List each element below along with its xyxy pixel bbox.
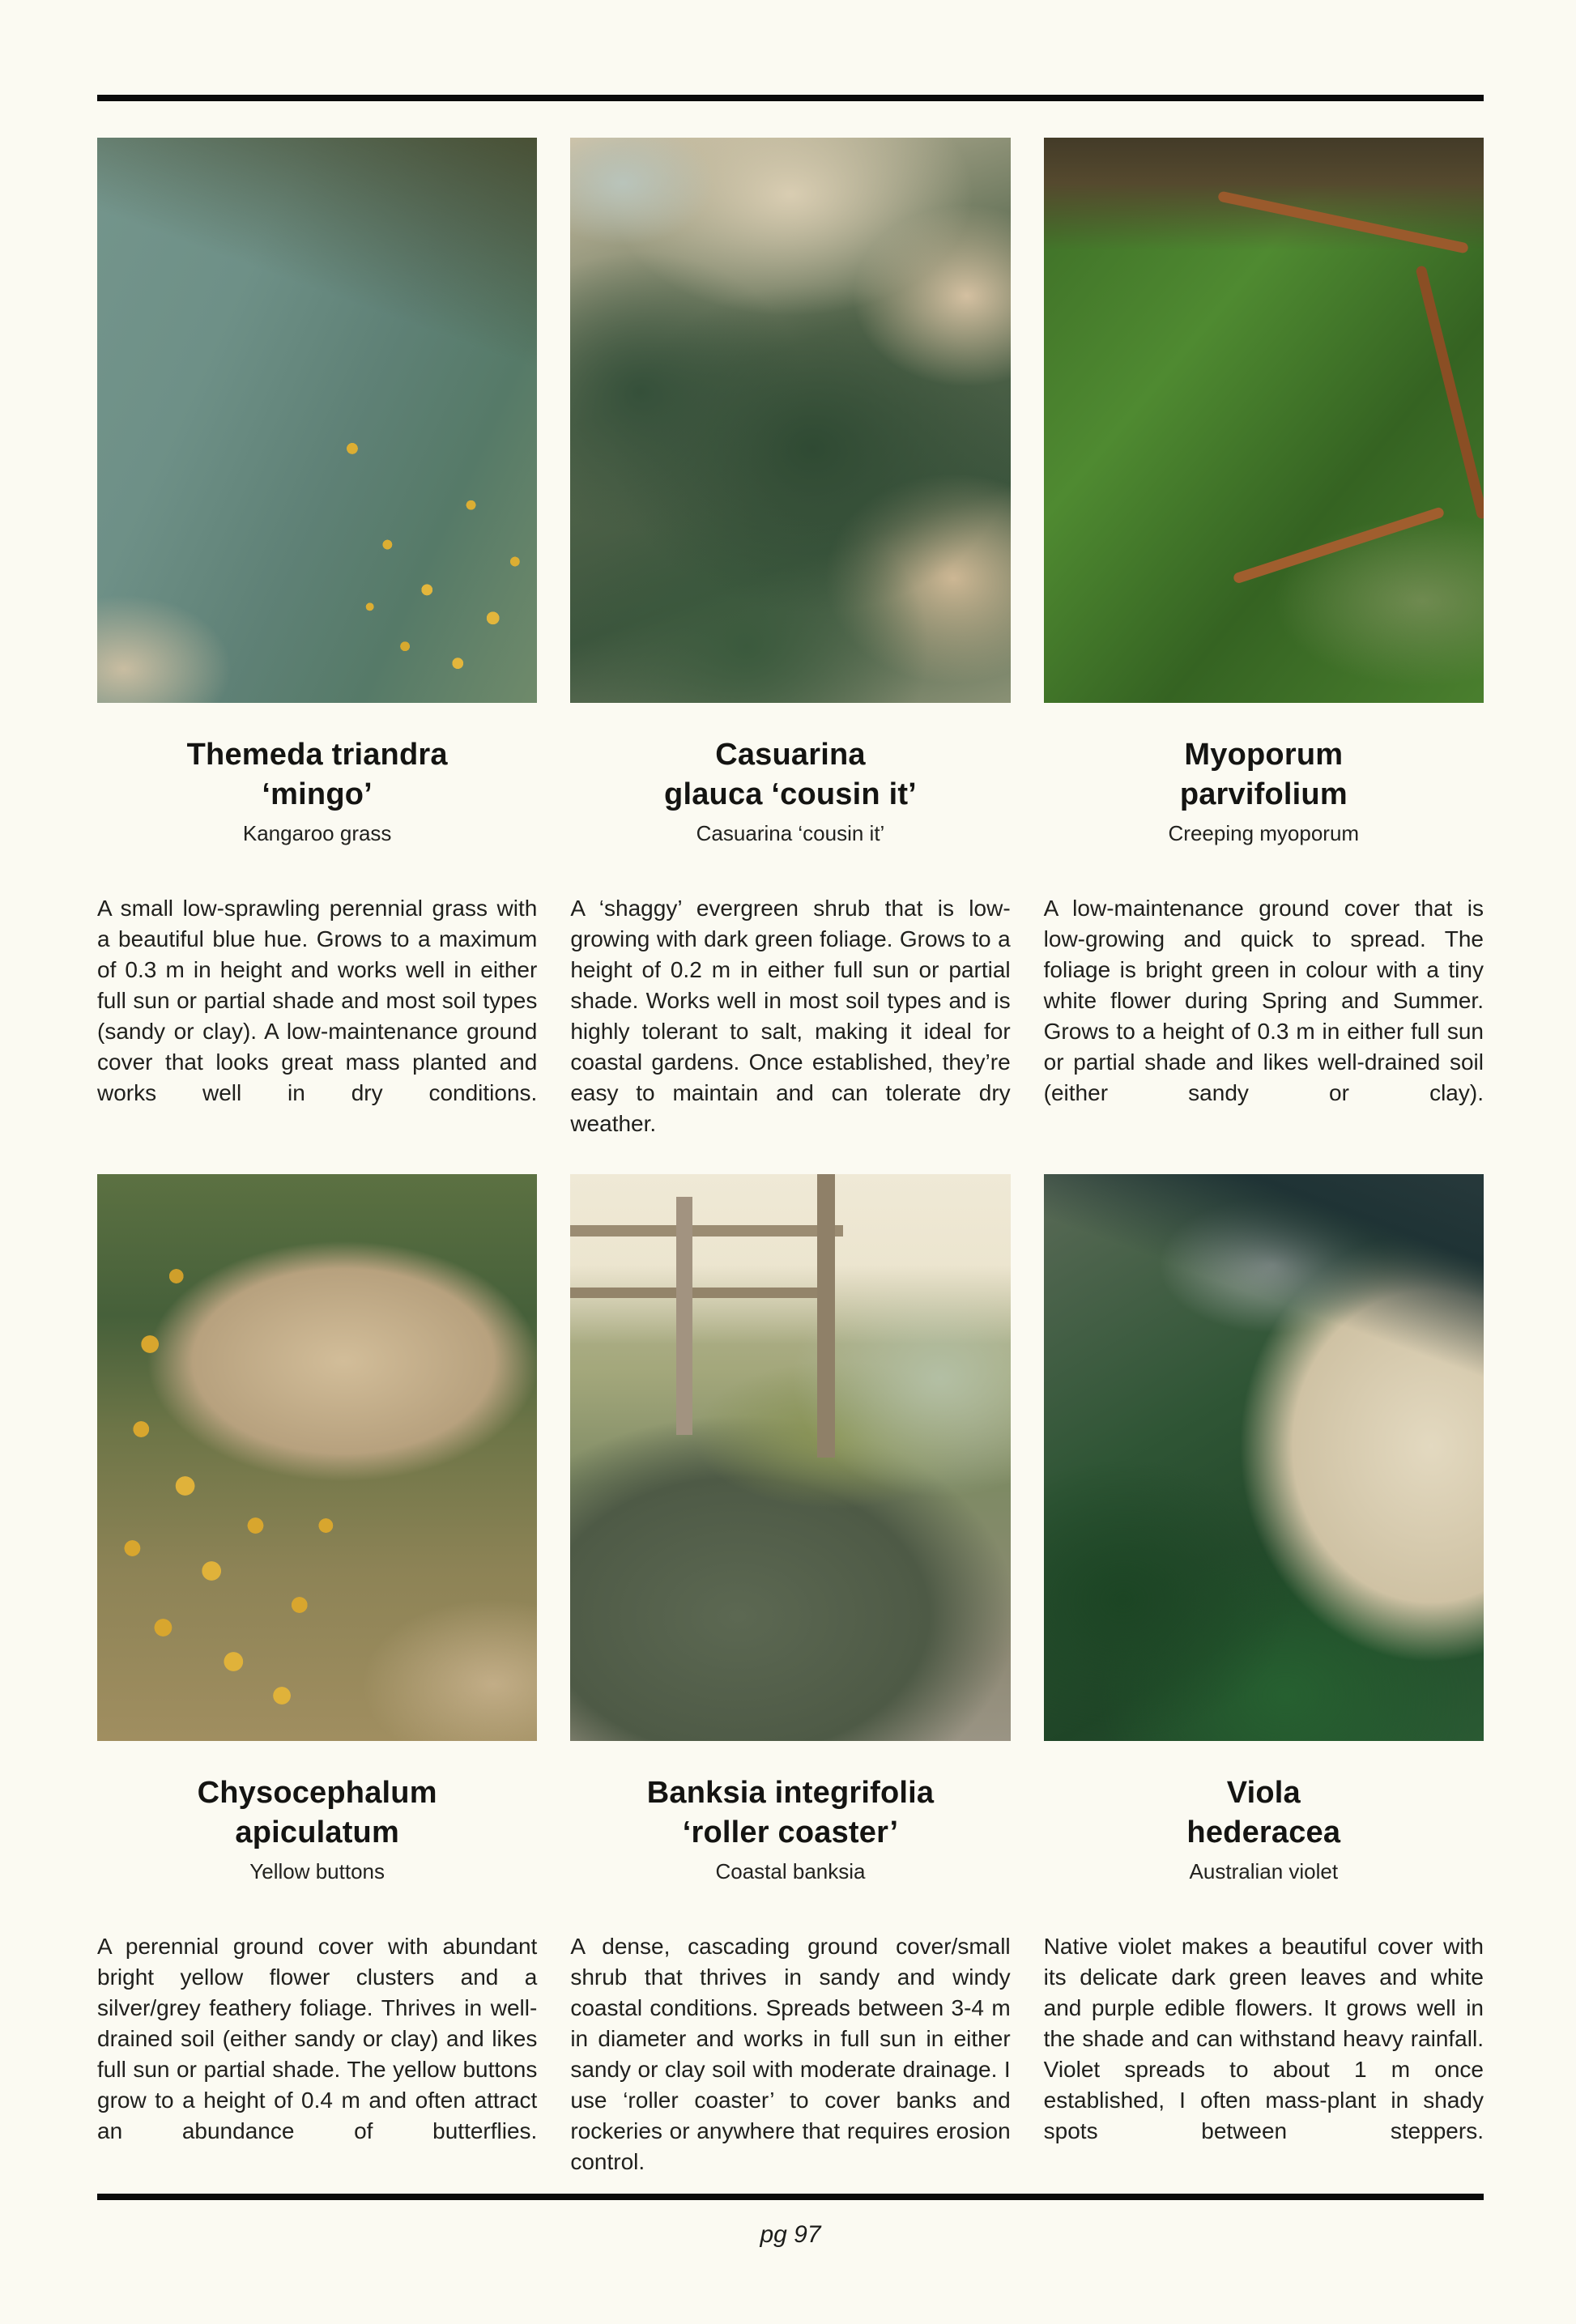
plant-title-line1: Banksia integrifolia (646, 1776, 935, 1810)
plant-entry-banksia (570, 1174, 1010, 2177)
fence-rail-shape (570, 1288, 834, 1298)
plant-title-line2: parvifolium (1179, 777, 1348, 811)
plant-entry-viola (1044, 1174, 1484, 2177)
plant-common-name: Kangaroo grass (242, 821, 392, 845)
fence-post-shape (676, 1197, 692, 1435)
rusty-plough-bar-shape (1217, 190, 1469, 253)
plant-title-line1: Chysocephalum (197, 1776, 437, 1810)
plant-photo-banksia-garden-fence (570, 1174, 1010, 1741)
plant-description: A ‘shaggy’ evergreen shrub that is low-growing with dark green foliage. Grows to a height of 0.2 m in either full sun or partial shade. Works well in most soil types and is highly tolerant to salt, making it ideal for coastal gardens. Once established, they’re easy to maintain and can tolerate dry weather. (570, 896, 1011, 1136)
plant-description: Native violet makes a beautiful cover with its delicate dark green leaves and white and purple edible flowers. It grows well in the shade and can withstand heavy rainfall. Violet spreads to about 1 m once established, I often mass-plant in shady spots between steppers. (1043, 1934, 1484, 2143)
plant-entry-casuarina (570, 138, 1010, 1174)
plant-common-name: Creeping myoporum (1168, 821, 1360, 845)
plant-common-name: Australian violet (1189, 1859, 1339, 1883)
plant-entry-chysocephalum (97, 1174, 537, 2177)
plant-common-name: Coastal banksia (715, 1859, 866, 1883)
plant-description: A perennial ground cover with abundant bright yellow flower clusters and a silver/grey feathery foliage. Thrives in well-drained soil (either sandy or clay) and likes full sun or partial shade. The yellow buttons grow to a height of 0.4 m and often attract an abundance of butterflies. (97, 1934, 538, 2143)
plant-title (570, 1773, 1010, 1853)
plant-photo-myoporum-groundcover (1044, 138, 1484, 703)
rusty-plough-bar-shape (1233, 506, 1445, 584)
plant-title-line1: Viola (1226, 1776, 1301, 1810)
plant-description: A dense, cascading ground cover/small shrub that thrives in sandy and windy coastal conditions. Spreads between 3-4 m in diameter and works in full sun in either sandy or clay soil with moderate drainage. I use ‘roller coaster’ to cover banks and rockeries or anywhere that requires erosion control. (570, 1934, 1011, 2174)
plant-common-name: Casuarina ‘cousin it’ (696, 821, 885, 845)
bottom-rule (97, 2194, 1484, 2200)
plant-entry-myoporum (1044, 138, 1484, 1174)
plant-title-line2: apiculatum (235, 1815, 399, 1849)
plant-photo-themeda-blue-grass (97, 138, 537, 703)
plant-description: A low-maintenance ground cover that is low-growing and quick to spread. The foliage is bright green in colour with a tiny white flower during Spring and Summer. Grows to a height of 0.3 m in either full sun or partial shade and likes well-drained soil (either sandy or clay). (1043, 896, 1484, 1105)
plant-title (570, 735, 1010, 815)
plant-title-line2: glauca ‘cousin it’ (664, 777, 917, 811)
plant-title-line1: Myoporum (1184, 738, 1344, 772)
plant-title-line2: ‘mingo’ (262, 777, 373, 811)
rusty-plough-bar-shape (1416, 265, 1484, 520)
plant-title (97, 735, 537, 815)
plant-title-line1: Casuarina (715, 738, 866, 772)
magazine-page (97, 95, 1484, 2249)
fence-rail-shape (570, 1225, 843, 1236)
plant-photo-yellow-buttons-rocks (97, 1174, 537, 1741)
top-rule (97, 95, 1484, 101)
plant-title-line2: ‘roller coaster’ (682, 1815, 899, 1849)
fence-post-shape (817, 1174, 835, 1458)
plant-photo-casuarina-mounds (570, 138, 1010, 703)
plant-entry-themeda (97, 138, 537, 1174)
plant-common-name: Yellow buttons (249, 1859, 385, 1883)
plant-photo-viola-boulder (1044, 1174, 1484, 1741)
plant-title (97, 1773, 537, 1853)
plant-grid (97, 138, 1484, 2177)
plant-title (1044, 1773, 1484, 1853)
plant-title (1044, 735, 1484, 815)
plant-title-line1: Themeda triandra (186, 738, 448, 772)
plant-title-line2: hederacea (1186, 1815, 1341, 1849)
plant-description: A small low-sprawling perennial grass with a beautiful blue hue. Grows to a maximum of 0.3 m in height and works well in either full sun or partial shade and most soil types (sandy or clay). A low-maintenance ground cover that looks great mass planted and works well in dry conditions. (97, 896, 538, 1105)
page-number: pg 97 (760, 2221, 821, 2248)
